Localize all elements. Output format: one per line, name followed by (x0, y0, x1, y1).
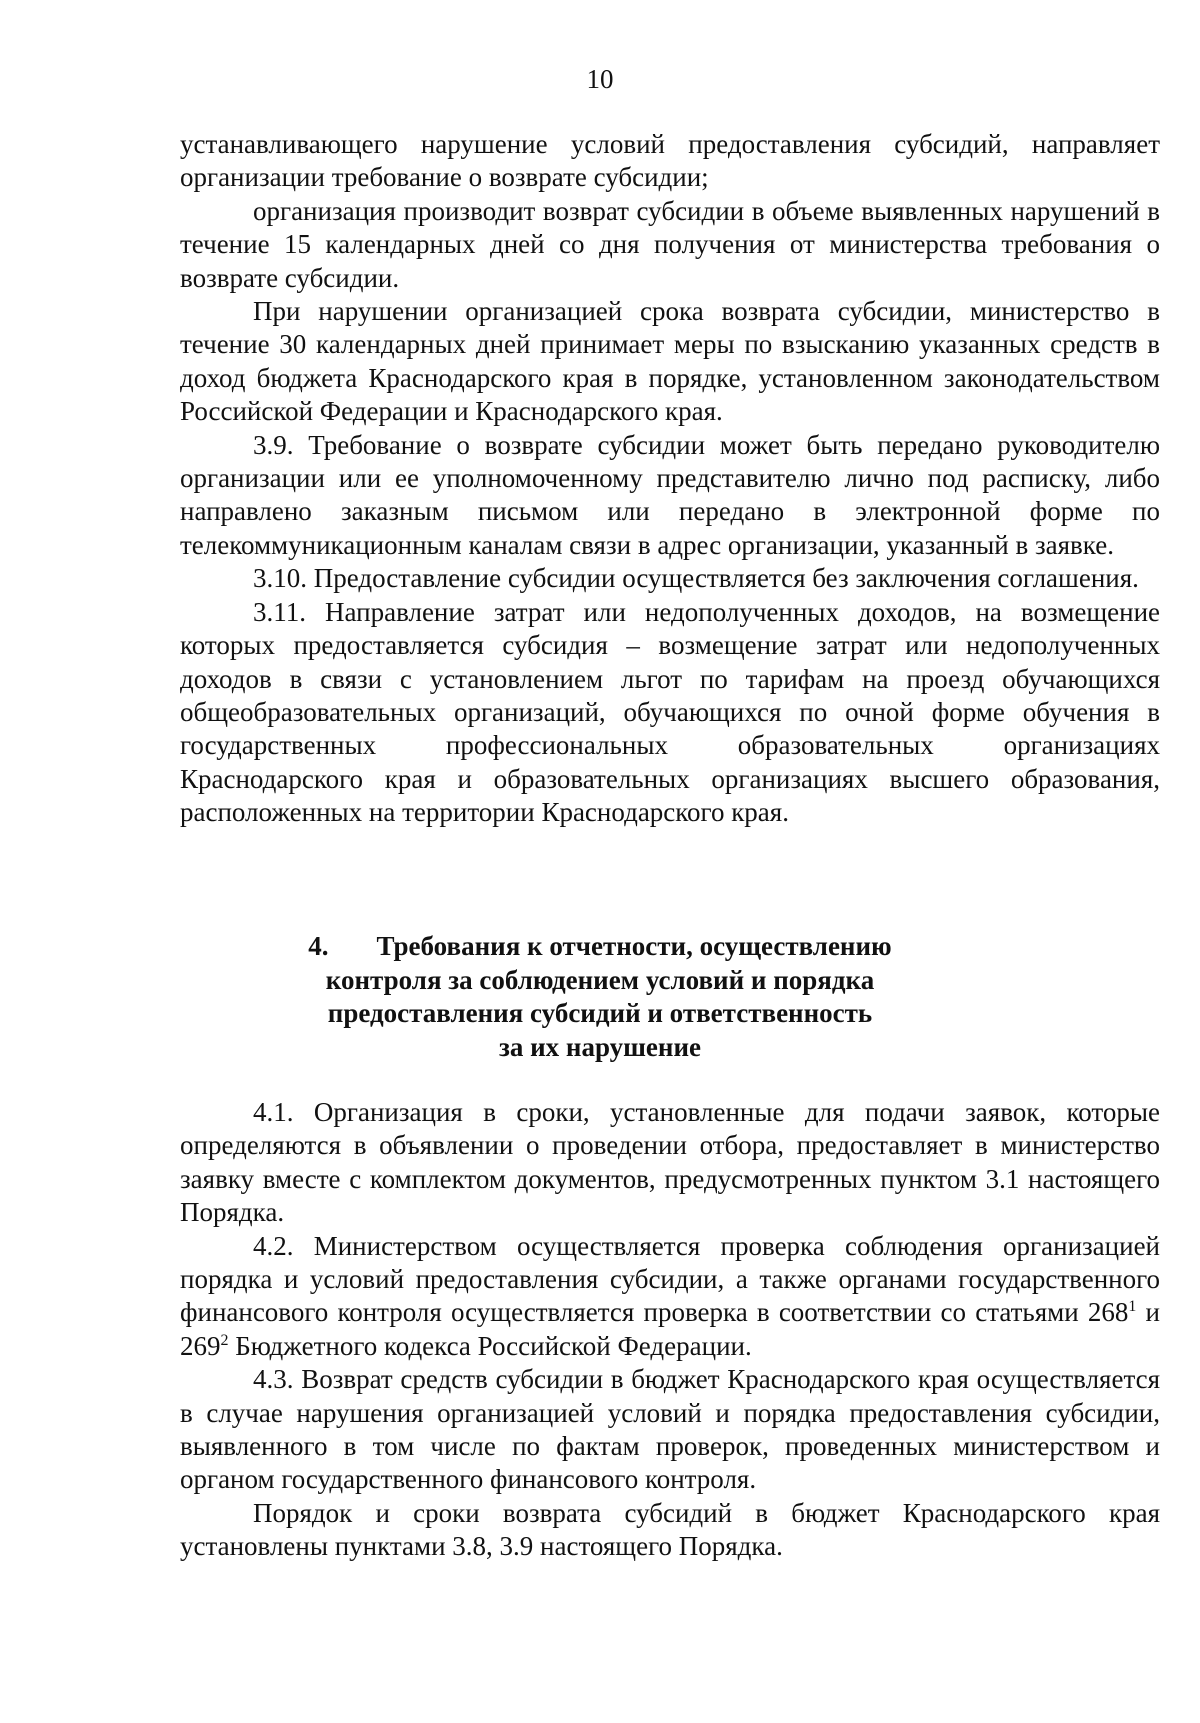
paragraph-4-2-text-c: Бюджетного кодекса Российской Федерации. (228, 1330, 752, 1361)
paragraph: организация производит возврат субсидии в объеме выявленных нарушений в течение 15 календарных дней со дня получения от министерства требования о возврате субсидии. (180, 195, 1160, 293)
page-number: 10 (586, 64, 614, 94)
paragraph-3-11: 3.11. Направление затрат или недополученных доходов, на возмещение которых предоставляется субсидия – возмещение затрат или недополученных доходов в связи с установлением льгот по тарифам на проезд обучающихся общеобразовательных организаций, обучающихся по очной форме обучения в государственных профессиональных образовательных организациях Краснодарского края и образовательных организациях высшего образования, расположенных на территории Краснодарского края. (180, 596, 1160, 828)
section-title-line-2: контроля за соблюдением условий и порядка (325, 964, 875, 995)
paragraph-4-2-text-b: и 269 (180, 1297, 1160, 1361)
section-title-line-3: предоставления субсидий и ответственность (327, 998, 873, 1028)
section-title-line-4: за их нарушение (499, 1031, 701, 1062)
body-text-top (180, 128, 1160, 830)
paragraph-4-2-text-a: 4.2. Министерством осуществляется проверка соблюдения организацией порядка и условий предоставления субсидии, а также органами государственного финансового контроля осуществляется проверка в соответствии со статьями 268 (180, 1230, 1160, 1328)
superscript: 1 (1128, 1298, 1137, 1316)
section-heading (0, 930, 1200, 1064)
section-title-line-1: Требования к отчетности, осуществлению (376, 931, 892, 961)
body-text-bottom (180, 1096, 1160, 1564)
paragraph: устанавливающего нарушение условий предоставления субсидий, направляет организации требование о возврате субсидии; (180, 129, 1160, 193)
paragraph-4-4: Порядок и сроки возврата субсидий в бюджет Краснодарского края установлены пунктами 3.8, 3.9 настоящего Порядка. (180, 1497, 1160, 1562)
paragraph: При нарушении организацией срока возврата субсидии, министерство в течение 30 календарных дней принимает меры по взысканию указанных средств в доход бюджета Краснодарского края в порядке, установленном законодательством Российской Федерации и Краснодарского края. (180, 296, 1160, 427)
paragraph-3-10: 3.10. Предоставление субсидии осуществляется без заключения соглашения. (253, 563, 1139, 594)
paragraph-4-2 (180, 1230, 1160, 1364)
paragraph-4-3: 4.3. Возврат средств субсидии в бюджет Краснодарского края осуществляется в случае нарушения организацией условий и порядка предоставления субсидии, выявленного в том числе по фактам проверок, проведенных министерством и органом государственного финансового контроля. (180, 1364, 1160, 1495)
paragraph-4-1: 4.1. Организация в сроки, установленные для подачи заявок, которые определяются в объявлении о проведении отбора, предоставляет в министерство заявку вместе с комплектом документов, предусмотренных пунктом 3.1 настоящего Порядка. (180, 1097, 1160, 1228)
paragraph-3-9: 3.9. Требование о возврате субсидии может быть передано руководителю организации или ее уполномоченному представителю лично под расписку, либо направлено заказным письмом или передано в электронной форме по телекоммуникационным каналам связи в адрес организации, указанный в заявке. (180, 429, 1160, 560)
superscript: 2 (220, 1331, 229, 1349)
section-number: 4. (308, 931, 329, 961)
section-heading-line-1 (0, 930, 1200, 964)
